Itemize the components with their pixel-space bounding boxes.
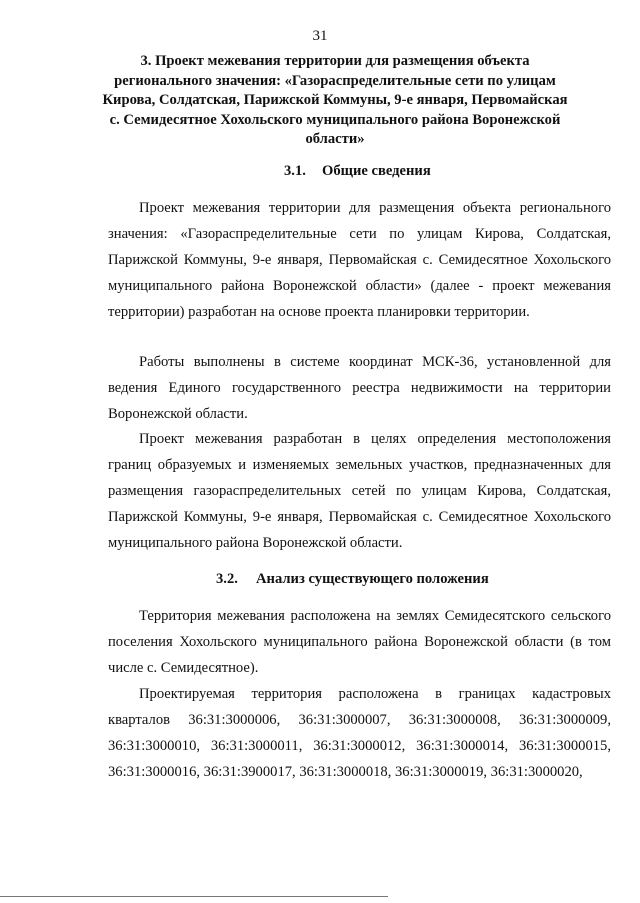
page-bottom-rule [0, 896, 388, 897]
paragraph: Проект межевания разработан в целях определения местоположения границ образуемых и изменяемых земельных участков, предназначенных для размещения газораспределительных сетей по улицам Кирова, Солдатская, Парижской Коммуны, 9-е января, Первомайская с. Семидесятное Хохольского муниципального района Воронежской области. [108, 431, 611, 551]
subsection-heading-analysis [216, 570, 489, 589]
subsection-number: 3.2. [216, 571, 238, 587]
subsection-title: Анализ существующего положения [256, 571, 489, 587]
paragraph: Работы выполнены в системе координат МСК-36, установленной для ведения Единого государственного реестра недвижимости на территории Воронежской области. [108, 354, 611, 422]
section-title: 3. Проект межевания территории для размещения объекта регионального значения: «Газораспределительные сети по улицам Кирова, Солдатская, Парижской Коммуны, 9-е января, Первомайская с. Семидесятное Хохольского муниципального района Воронежской области» [102, 53, 568, 148]
paragraph: Проект межевания территории для размещения объекта регионального значения: «Газораспределительные сети по улицам Кирова, Солдатская, Парижской Коммуны, 9-е января, Первомайская с. Семидесятное Хохольского муниципального района Воронежской области» (далее - проект межевания территории) разработан на основе проекта планировки территории. [108, 200, 611, 320]
paragraph: Территория межевания расположена на землях Семидесятского сельского поселения Хохольского муниципального района Воронежской области (в том числе с. Семидесятное). [108, 608, 611, 676]
subsection-number: 3.1. [284, 163, 306, 179]
subsection-heading-general [284, 162, 431, 181]
subsection-title: Общие сведения [322, 163, 431, 179]
page-number: 31 [312, 28, 328, 44]
paragraph: Проектируемая территория расположена в границах кадастровых кварталов 36:31:3000006, 36:31:3000007, 36:31:3000008, 36:31:3000009, 36:31:3000010, 36:31:3000011, 36:31:3000012, 36:31:3000014, 36:31:3000015, 36:31:3000016, 36:31:3900017, 36:31:3000018, 36:31:3000019, 36:31:3000020, [108, 686, 611, 780]
